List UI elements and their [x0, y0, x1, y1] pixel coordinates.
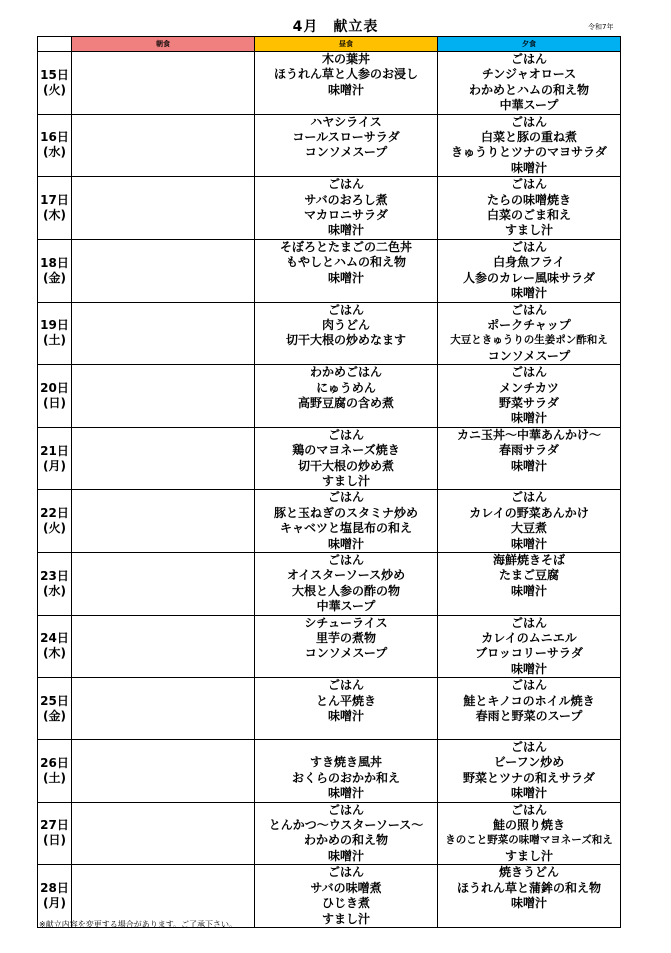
dinner-cell	[438, 239, 621, 302]
menu-item: 春雨サラダ	[499, 443, 559, 458]
header-lunch: 昼食	[255, 37, 438, 52]
weekday-label: (木)	[43, 646, 66, 661]
lunch-cell	[255, 802, 438, 865]
lunch-cell	[255, 615, 438, 678]
footer-note: ※献立内容を変更する場合があります。ご了承下さい。	[39, 920, 238, 929]
menu-item: ポークチャップ	[487, 317, 571, 332]
table-row	[38, 52, 621, 115]
menu-item: 里芋の煮物	[315, 631, 376, 646]
menu-item: 味噌汁	[327, 709, 364, 724]
date-cell	[38, 740, 72, 803]
dinner-cell	[438, 490, 621, 553]
menu-item: ほうれん草と蒲鉾の和え物	[456, 880, 601, 895]
menu-item: ごはん	[327, 427, 364, 442]
menu-item: わかめごはん	[309, 365, 382, 380]
menu-item: 白菜のごま和え	[486, 208, 571, 223]
menu-item: たらの味噌焼き	[486, 192, 571, 207]
page-title: 4月 献立表	[292, 19, 379, 35]
menu-item: サバの味噌煮	[310, 880, 382, 895]
menu-item: サバのおろし煮	[304, 192, 388, 207]
table-row	[38, 365, 621, 428]
menu-item: 味噌汁	[510, 160, 547, 175]
menu-item: カレイのムニエル	[481, 631, 577, 646]
day-label: 15日	[40, 67, 69, 82]
dinner-cell	[438, 114, 621, 177]
lunch-cell	[255, 365, 438, 428]
menu-item: わかめの和え物	[303, 833, 388, 848]
menu-item: カニ玉丼～中華あんかけ～	[456, 427, 601, 442]
date-cell	[38, 114, 72, 177]
day-label: 26日	[40, 755, 69, 770]
menu-item	[255, 740, 437, 755]
menu-item: 切干大根の炒め煮	[297, 458, 394, 473]
lunch-cell	[255, 302, 438, 365]
menu-item: 海鮮焼きそば	[492, 553, 565, 567]
menu-item: ごはん	[327, 553, 364, 567]
date-cell	[38, 615, 72, 678]
table-row	[38, 802, 621, 865]
menu-item: 大豆煮	[510, 521, 547, 536]
menu-item: 木の葉丼	[321, 52, 370, 66]
menu-item: 味噌汁	[327, 786, 364, 801]
menu-body	[38, 52, 621, 928]
table-row	[38, 302, 621, 365]
lunch-cell	[255, 52, 438, 115]
menu-item: すまし汁	[504, 848, 553, 863]
menu-item: ごはん	[510, 239, 547, 254]
menu-item: そぼろとたまごの二色丼	[279, 239, 412, 254]
lunch-cell	[255, 239, 438, 302]
menu-item: 豚と玉ねぎのスタミナ炒め	[273, 505, 418, 520]
day-label: 25日	[40, 693, 69, 708]
date-cell	[38, 802, 72, 865]
menu-item: たまご豆腐	[498, 568, 559, 583]
menu-item: おくらのおかか和え	[291, 770, 400, 785]
menu-item: ごはん	[510, 678, 547, 693]
menu-item: 味噌汁	[327, 536, 364, 551]
menu-item: シチューライス	[304, 615, 388, 630]
header-row	[38, 37, 621, 52]
day-label: 16日	[40, 130, 69, 145]
breakfast-cell	[72, 802, 255, 865]
menu-item: ごはん	[327, 865, 364, 880]
menu-item: ビーフン炒め	[493, 755, 565, 770]
header-dinner: 夕食	[438, 37, 621, 52]
menu-item: ひじき煮	[321, 896, 370, 911]
menu-item: 春雨と野菜のスープ	[475, 709, 583, 724]
dinner-cell	[438, 802, 621, 865]
menu-item: きゅうりとツナのマヨサラダ	[451, 145, 607, 160]
table-row	[38, 615, 621, 678]
date-cell	[38, 365, 72, 428]
dinner-cell	[438, 427, 621, 490]
lunch-cell	[255, 427, 438, 490]
menu-item: 味噌汁	[327, 270, 364, 285]
menu-item: ごはん	[510, 490, 547, 505]
menu-item: 人参のカレー風味サラダ	[463, 270, 595, 285]
dinner-cell	[438, 865, 621, 928]
date-cell	[38, 239, 72, 302]
menu-item: すき焼き風丼	[309, 755, 382, 770]
menu-item: ごはん	[510, 365, 547, 380]
menu-item: ごはん	[510, 302, 547, 317]
day-label: 24日	[40, 631, 69, 646]
menu-item: 白身魚フライ	[493, 255, 565, 270]
menu-item: マカロニサラダ	[304, 208, 388, 223]
breakfast-cell	[72, 615, 255, 678]
weekday-label: (金)	[43, 270, 66, 285]
day-label: 23日	[40, 568, 69, 583]
lunch-cell	[255, 553, 438, 616]
menu-item: ほうれん草と人参のお浸し	[273, 67, 418, 82]
menu-item: 味噌汁	[510, 411, 547, 426]
weekday-label: (日)	[43, 395, 66, 410]
lunch-cell	[255, 490, 438, 553]
dinner-cell	[438, 365, 621, 428]
lunch-cell	[255, 177, 438, 240]
menu-item: 味噌汁	[510, 583, 547, 598]
weekday-label: (水)	[43, 583, 66, 598]
date-cell	[38, 490, 72, 553]
header-date	[38, 37, 72, 52]
breakfast-cell	[72, 740, 255, 803]
dinner-cell	[438, 678, 621, 740]
day-label: 21日	[40, 443, 69, 458]
table-row	[38, 427, 621, 490]
lunch-cell	[255, 865, 438, 928]
breakfast-cell	[72, 490, 255, 553]
menu-item: ブロッコリーサラダ	[475, 646, 583, 661]
date-cell	[38, 553, 72, 616]
menu-item: 鮭とキノコのホイル焼き	[463, 693, 595, 708]
dinner-cell	[438, 615, 621, 678]
breakfast-cell	[72, 302, 255, 365]
menu-item: ごはん	[327, 678, 364, 693]
lunch-cell	[255, 678, 438, 740]
weekday-label: (木)	[43, 208, 66, 223]
table-row	[38, 239, 621, 302]
menu-item: ごはん	[327, 302, 364, 317]
date-cell	[38, 177, 72, 240]
table-row	[38, 678, 621, 740]
day-label: 22日	[40, 506, 69, 521]
menu-item: 味噌汁	[510, 786, 547, 801]
menu-item: コンソメスープ	[487, 348, 571, 363]
breakfast-cell	[72, 365, 255, 428]
breakfast-cell	[72, 114, 255, 177]
menu-item: 味噌汁	[510, 896, 547, 911]
menu-item: ごはん	[510, 802, 547, 817]
weekday-label: (金)	[43, 708, 66, 723]
menu-item: キャベツと塩昆布の和え	[279, 521, 412, 536]
menu-item: 味噌汁	[327, 82, 364, 97]
day-label: 17日	[40, 193, 69, 208]
day-label: 19日	[40, 318, 69, 333]
menu-item: すまし汁	[321, 911, 370, 926]
weekday-label: (月)	[43, 458, 66, 473]
weekday-label: (火)	[43, 82, 66, 97]
weekday-label: (日)	[43, 833, 66, 848]
table-row	[38, 177, 621, 240]
lunch-cell	[255, 740, 438, 803]
dinner-cell	[438, 52, 621, 115]
menu-item: ごはん	[510, 615, 547, 630]
menu-item: とん平焼き	[315, 693, 376, 708]
menu-item: すまし汁	[504, 223, 553, 238]
menu-item: 中華スープ	[499, 98, 559, 113]
weekday-label: (火)	[43, 521, 66, 536]
lunch-cell	[255, 114, 438, 177]
date-cell	[38, 52, 72, 115]
day-label: 18日	[40, 255, 69, 270]
menu-item: にゅうめん	[316, 380, 376, 395]
header-breakfast: 朝食	[72, 37, 255, 52]
menu-item: 味噌汁	[510, 286, 547, 301]
dinner-cell	[438, 740, 621, 803]
era-label: 令和7年	[588, 23, 614, 31]
menu-table	[37, 36, 621, 928]
date-cell	[38, 678, 72, 740]
weekday-label: (水)	[43, 145, 66, 160]
menu-item: もやしとハムの和え物	[285, 255, 406, 270]
weekday-label: (月)	[43, 896, 66, 911]
date-cell	[38, 427, 72, 490]
menu-item: ごはん	[510, 740, 547, 755]
menu-item: ごはん	[510, 177, 547, 192]
weekday-label: (土)	[43, 770, 66, 785]
table-row	[38, 740, 621, 803]
dinner-cell	[438, 553, 621, 616]
day-label: 20日	[40, 380, 69, 395]
menu-item: ごはん	[510, 114, 547, 129]
dinner-cell	[438, 302, 621, 365]
table-row	[38, 553, 621, 616]
menu-item: 肉うどん	[321, 317, 370, 332]
menu-item: 味噌汁	[327, 223, 364, 238]
menu-item: 大根と人参の酢の物	[291, 583, 400, 598]
breakfast-cell	[72, 678, 255, 740]
dinner-cell	[438, 177, 621, 240]
menu-item: わかめとハムの和え物	[468, 82, 589, 97]
table-row	[38, 490, 621, 553]
menu-item: コンソメスープ	[304, 145, 388, 160]
menu-item: 味噌汁	[510, 661, 547, 676]
menu-item: 味噌汁	[327, 848, 364, 863]
menu-item: 切干大根の炒めなます	[285, 333, 406, 348]
menu-item: 鮭の照り焼き	[492, 818, 565, 833]
date-cell	[38, 302, 72, 365]
menu-item: メンチカツ	[499, 380, 559, 395]
menu-item: ごはん	[510, 52, 547, 66]
menu-item: とんかつ～ウスターソース～	[268, 818, 424, 833]
menu-item: 鶏のマヨネーズ焼き	[292, 443, 400, 458]
menu-item: 焼きうどん	[498, 865, 559, 880]
breakfast-cell	[72, 177, 255, 240]
menu-item: ごはん	[327, 177, 364, 192]
weekday-label: (土)	[43, 333, 66, 348]
day-label: 28日	[40, 881, 69, 896]
menu-item: 大豆ときゅうりの生姜ポン酢和え	[450, 334, 608, 347]
breakfast-cell	[72, 427, 255, 490]
menu-item: すまし汁	[321, 473, 370, 488]
menu-item: オイスターソース炒め	[286, 568, 406, 583]
menu-item: 野菜サラダ	[499, 395, 559, 410]
breakfast-cell	[72, 553, 255, 616]
menu-item: コンソメスープ	[304, 646, 388, 661]
menu-item: ハヤシライス	[310, 114, 382, 129]
menu-item: 野菜とツナの和えサラダ	[463, 770, 595, 785]
menu-item: 味噌汁	[510, 458, 547, 473]
day-label: 27日	[40, 818, 69, 833]
menu-item: 味噌汁	[510, 536, 547, 551]
menu-item: コールスローサラダ	[292, 130, 400, 145]
menu-item: 高野豆腐の含め煮	[297, 395, 394, 410]
breakfast-cell	[72, 239, 255, 302]
breakfast-cell	[72, 52, 255, 115]
menu-item: チンジャオロース	[481, 67, 577, 82]
menu-item: 中華スープ	[316, 599, 376, 614]
menu-item: 白菜と豚の重ね煮	[480, 130, 577, 145]
menu-item: ごはん	[327, 802, 364, 817]
menu-item: きのこと野菜の味噌マヨネーズ和え	[445, 834, 613, 847]
menu-item: ごはん	[327, 490, 364, 505]
table-row	[38, 114, 621, 177]
menu-item: カレイの野菜あんかけ	[469, 505, 589, 520]
